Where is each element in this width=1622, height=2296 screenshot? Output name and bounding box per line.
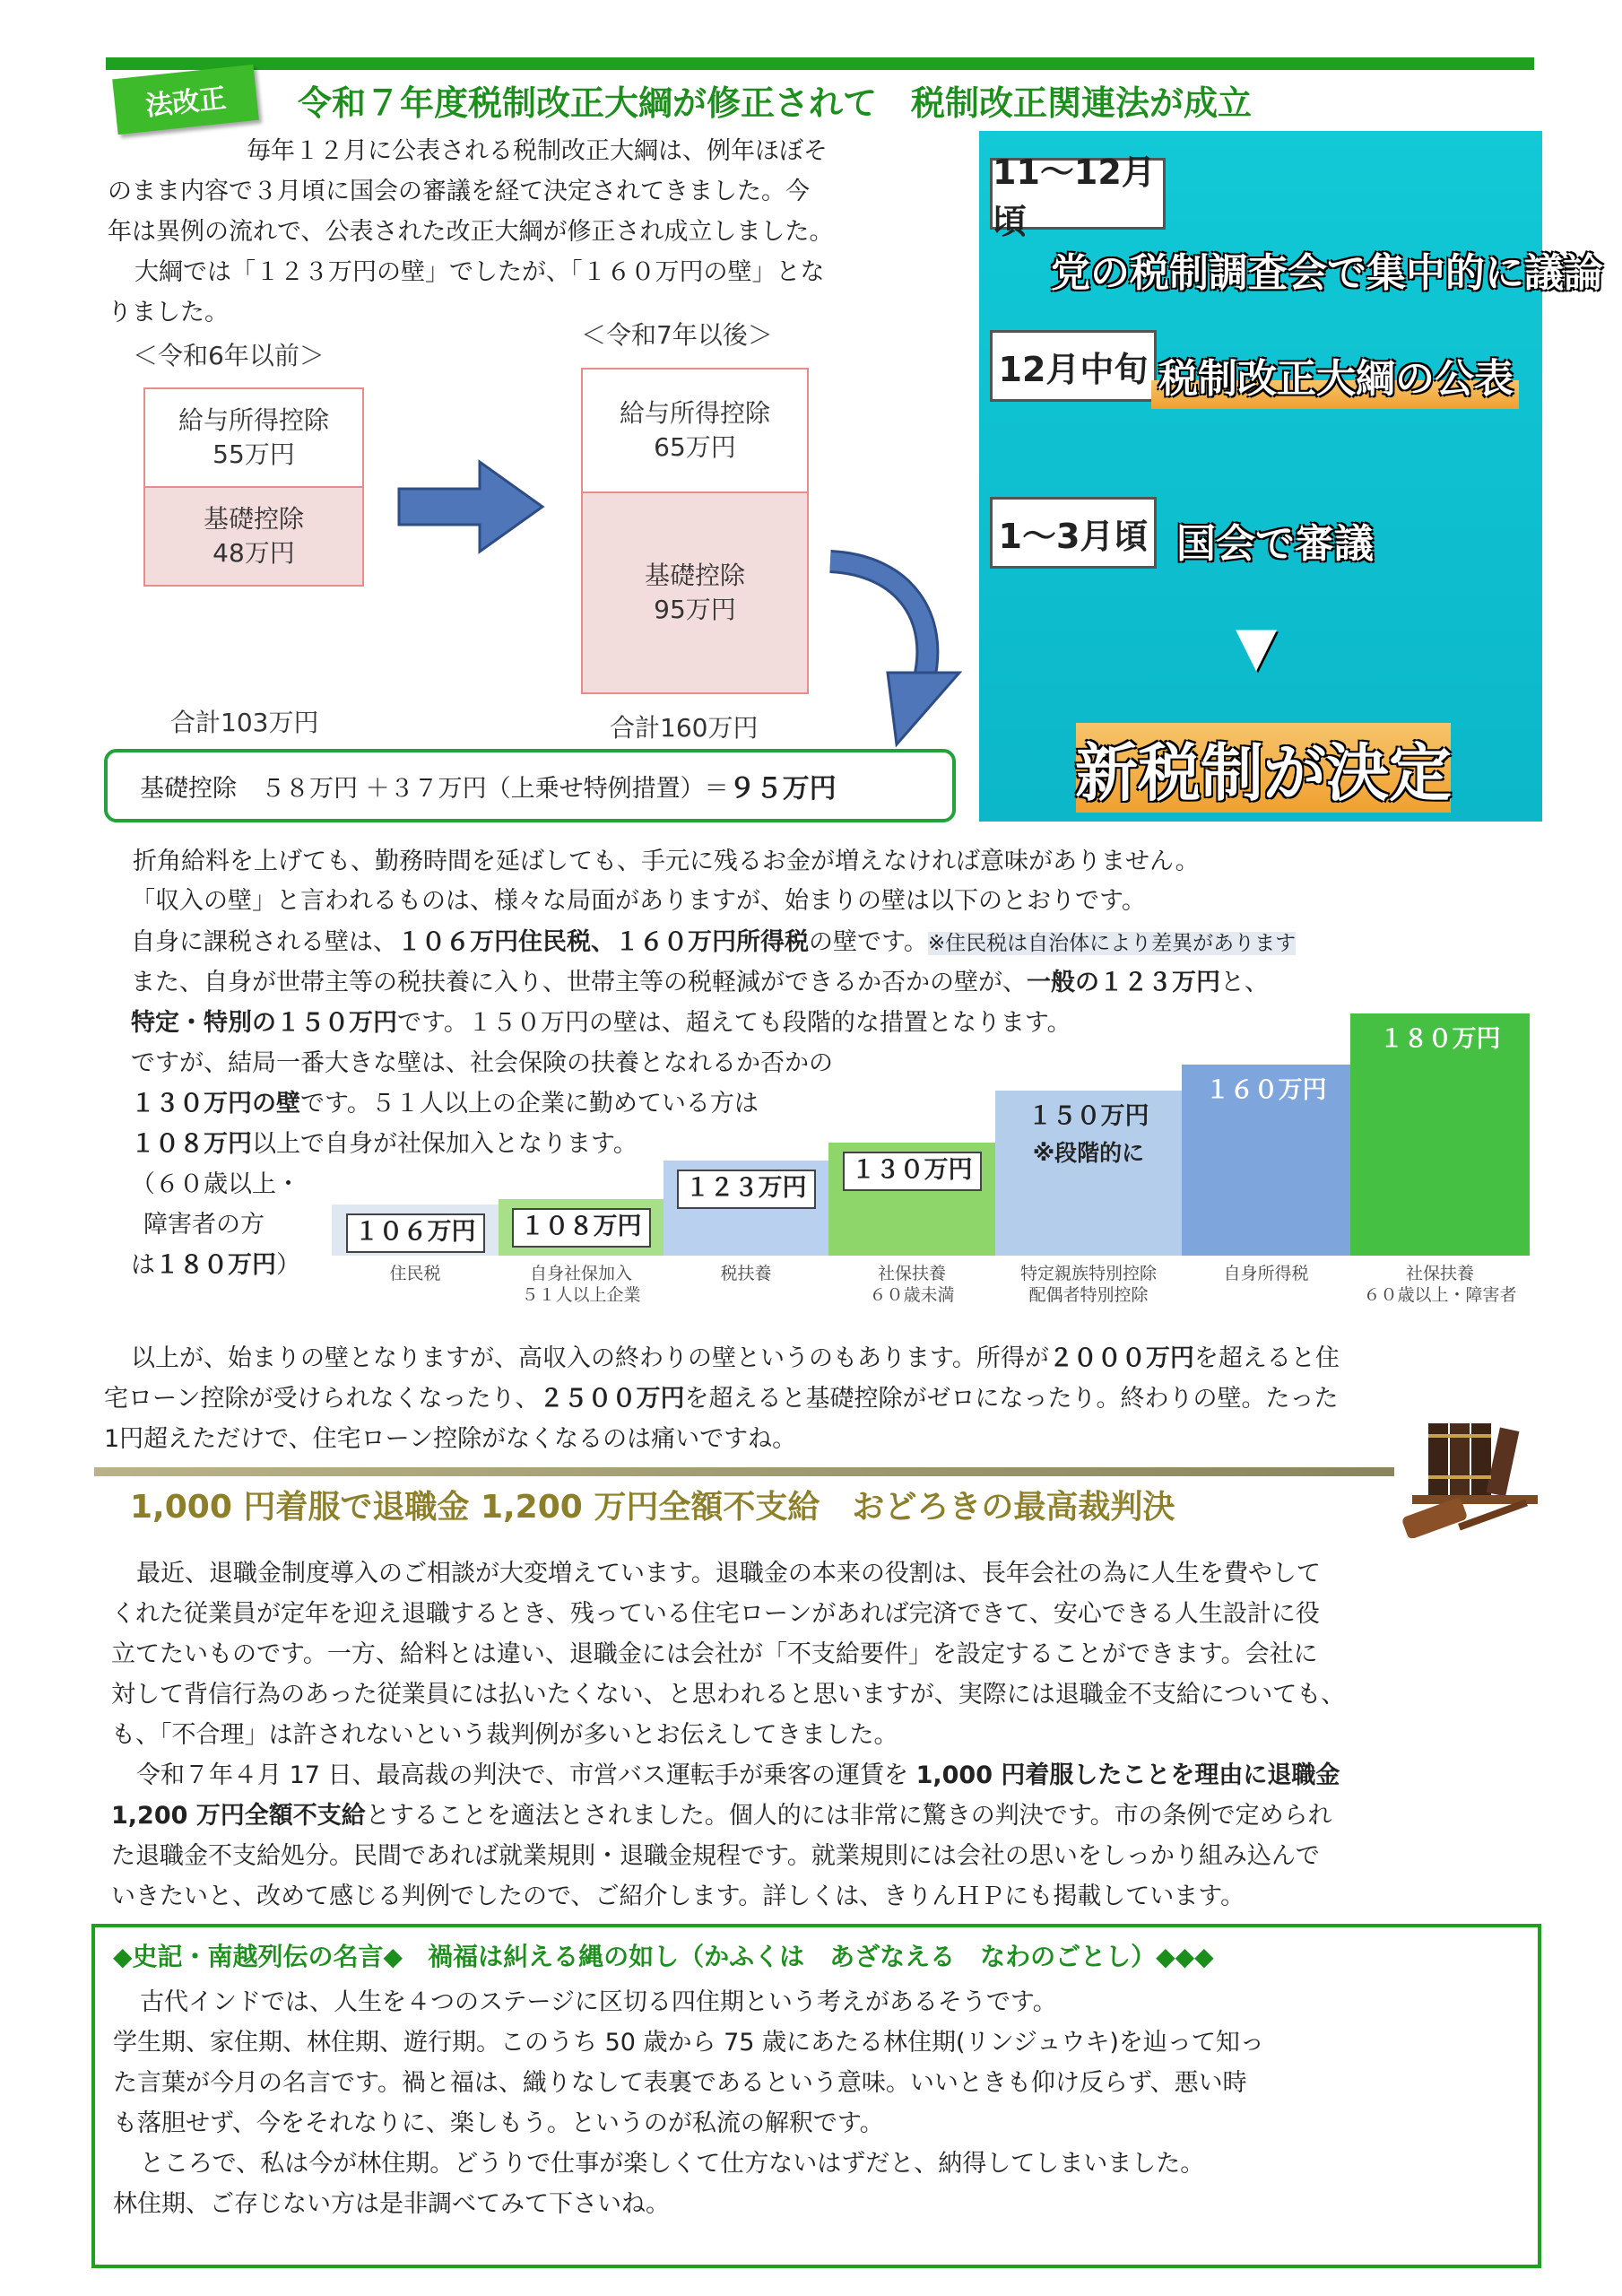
wall-bar-category-line1: 税扶養: [720, 1264, 772, 1283]
walls-p8-bold: １０８万円: [131, 1130, 252, 1158]
step3-label: 1～3月頃: [990, 497, 1157, 569]
quote-l3: た言葉が今月の名言です。禍と福は、織りなして表裏であるという意味。いいときも仰け反らず、悪い時: [113, 2069, 1247, 2097]
walls-p5-b: です。１５０万円の壁は、超えても段階的な措置となります。: [397, 1009, 1071, 1037]
wall-bar-category-label: [995, 1263, 1182, 1306]
section2-rule: [94, 1467, 1394, 1476]
walls-p2: 「収入の壁」と言われるものは、様々な局面がありますが、始まりの壁は以下のとおりです。: [131, 887, 1146, 915]
wall-bar-value-label: １０８万円: [512, 1208, 651, 1248]
section2-l1: 最近、退職金制度導入のご相談が大変増えています。退職金の本来の役割は、長年会社の為に人生を費やして: [136, 1560, 1321, 1587]
after-salary-deduction-box: [581, 368, 809, 493]
wall-bar-category-line2: ６０歳未満: [869, 1285, 955, 1305]
wall-bar-category-line1: 社保扶養: [877, 1264, 946, 1283]
after-basic-deduction-title: 基礎控除: [644, 561, 745, 590]
walls-end-l2-c: を超えると基礎控除がゼロになったり。終わりの壁。たった: [684, 1385, 1339, 1413]
wall-bar-category-line2: 配偶者特別控除: [1028, 1285, 1149, 1305]
down-arrow-icon: ▼: [1236, 615, 1278, 678]
before-label: ＜令和6年以前＞: [133, 341, 325, 370]
wall-bar-value-label: １８０万円: [1379, 1025, 1501, 1053]
section2-l2: くれた従業員が定年を迎え退職するとき、残っている住宅ローンがあれば完済できて、安心できる人生設計に役: [111, 1600, 1320, 1628]
walls-end-l1-c: を超えると住: [1193, 1344, 1340, 1372]
after-basic-deduction-box: [581, 491, 809, 694]
quote-l2: 学生期、家住期、林住期、遊行期。このうち 50 歳から 75 歳にあたる林住期(リンジュウキ)を辿って知っ: [113, 2029, 1264, 2057]
quote-l1: 古代インドでは、人生を４つのステージに区切る四住期という考えがあるそうです。: [140, 1988, 1057, 2016]
walls-p11: [131, 1245, 300, 1285]
quote-l6: 林住期、ご存じない方は是非調べてみて下さいね。: [113, 2190, 670, 2218]
wall-bar: [995, 1091, 1182, 1256]
walls-p6: ですが、結局一番大きな壁は、社会保険の扶養となれるか否かの: [131, 1049, 833, 1077]
walls-p4-c: と、: [1220, 969, 1269, 996]
wall-bar: [499, 1199, 664, 1256]
walls-p7-bold: １３０万円の壁: [131, 1090, 300, 1118]
wall-bar: [664, 1161, 828, 1256]
wall-bar: [332, 1205, 499, 1256]
walls-p8-b: 以上で自身が社保加入となります。: [252, 1130, 638, 1158]
walls-p4-a: また、自身が世帯主等の税扶養に入り、世帯主等の税軽減ができるか否かの壁が、: [131, 969, 1027, 996]
walls-p4: [131, 962, 1269, 1003]
section2-l5: も、「不合理」は許されないという裁判例が多いとお伝えしてきました。: [111, 1721, 898, 1749]
before-salary-deduction-title: 給与所得控除: [178, 405, 329, 435]
section2-l4: 対して背信行為のあった従業員には払いたくない、と思われると思いますが、実際には退職金不支給についても、: [111, 1681, 1346, 1709]
wall-bar-category-line2: ６０歳以上・障害者: [1363, 1285, 1517, 1305]
section2-title: 1,000 円着服で退職金 1,200 万円全額不支給 おどろきの最高裁判決: [130, 1489, 1175, 1526]
walls-p7-b: です。５１人以上の企業に勤めている方は: [300, 1090, 759, 1118]
walls-p5-bold: 特定・特別の１５０万円: [131, 1009, 397, 1037]
curved-arrow-icon: [825, 538, 968, 753]
walls-p4-bold: 一般の１２３万円: [1027, 969, 1220, 996]
after-label: ＜令和7年以後＞: [581, 320, 773, 350]
intro-line-1: 毎年１２月に公表される税制改正大綱は、例年ほぼそ: [247, 137, 828, 165]
section2-l7-bold: 1,200 万円全額不支給: [111, 1802, 366, 1830]
section2-l6-a: 令和７年４月 17 日、最高裁の判決で、市営バス運転手が乗客の運賃を: [136, 1761, 916, 1789]
intro-line-5: りました。: [108, 299, 229, 326]
after-total: 合計160万円: [610, 713, 759, 743]
wall-bar-category-label: [499, 1263, 664, 1306]
intro-line-2: のまま内容で３月頃に国会の審議を経て決定されてきました。今: [108, 178, 810, 205]
intro-line-4: 大綱では「１２３万円の壁」でしたが、「１６０万円の壁」とな: [134, 258, 825, 286]
before-total: 合計103万円: [170, 708, 319, 737]
before-basic-deduction-amount: 48万円: [213, 538, 295, 568]
walls-end-l1-a: 以上が、始まりの壁となりますが、高収入の終わりの壁というのもあります。所得が: [131, 1344, 1049, 1372]
walls-p11-c: ）: [276, 1251, 300, 1279]
section2-l6: [136, 1755, 1340, 1796]
page-title: 令和７年度税制改正大綱が修正されて 税制改正関連法が成立: [298, 83, 1253, 123]
step3-text: 国会で審議: [1176, 521, 1374, 567]
after-salary-deduction-title: 給与所得控除: [619, 398, 770, 428]
result-box: [1076, 723, 1451, 813]
wall-bar-category-line1: 社保扶養: [1405, 1264, 1474, 1283]
wall-bar-category-label: [1182, 1263, 1350, 1284]
walls-p3-a: 自身に課税される壁は、: [131, 928, 397, 956]
section2-l6-bold: 1,000 円着服したことを理由に退職金: [915, 1761, 1340, 1789]
section2-l7-b: とすることを適法とされました。個人的には非常に驚きの判決です。市の条例で定められ: [365, 1802, 1332, 1830]
section2-l9: いきたいと、改めて感じる判例でしたので、ご紹介します。詳しくは、きりんＨＰにも掲載しています。: [111, 1883, 1245, 1910]
after-basic-deduction-amount: 95万円: [654, 595, 736, 624]
tax-reform-timeline-panel: [979, 131, 1603, 822]
step2-label: 12月中旬: [990, 330, 1157, 402]
wall-bar: [1350, 1013, 1530, 1256]
wall-bar-value-label: １６０万円: [1205, 1076, 1327, 1104]
wall-bar-category-line1: 自身所得税: [1223, 1264, 1309, 1283]
walls-end-l2: [104, 1378, 1338, 1419]
step2-text: 税制改正大綱の公表: [1158, 356, 1514, 402]
wall-bar-value-label: １３０万円: [843, 1152, 982, 1191]
section2-l3: 立てたいものです。一方、給料とは違い、退職金には会社が「不支給要件」を設定することができます。会社に: [111, 1640, 1318, 1668]
wall-bar: [828, 1143, 995, 1256]
wall-bar-category-line1: 特定親族特別控除: [1019, 1264, 1157, 1283]
income-wall-chart: [332, 1013, 1551, 1318]
step1-text: 党の税制調査会で集中的に議論: [1051, 250, 1603, 296]
walls-p10: 障害者の方: [143, 1211, 265, 1239]
wall-bar-category-line1: 自身社保加入: [529, 1264, 632, 1283]
before-salary-deduction-box: [143, 387, 364, 488]
wall-bar-extra-label: ※段階的に: [1032, 1140, 1145, 1166]
resident-tax-note: ※住民税は自治体により差異があります: [927, 932, 1297, 955]
walls-p1: 折角給料を上げても、勤務時間を延ばしても、手元に残るお金が増えなければ意味がありません。: [133, 848, 1200, 875]
walls-p3: [131, 922, 1296, 964]
walls-p11-a: は: [131, 1251, 155, 1279]
quote-l4: も落胆せず、今をそれなりに、楽しもう。というのが私流の解釈です。: [113, 2109, 884, 2137]
walls-p11-bold: １８０万円: [155, 1251, 276, 1279]
walls-end-l2-bold: ２５００万円: [539, 1385, 685, 1413]
wall-bar-category-label: [828, 1263, 995, 1306]
quote-title: ◆史記・南越列伝の名言◆ 禍福は糾える縄の如し（かふくは あざなえる なわのごとし）◆◆◆: [113, 1942, 1214, 1971]
wall-bar-category-label: [332, 1263, 499, 1284]
walls-p9: （６０歳以上・: [131, 1170, 300, 1198]
wall-bar-category-line1: 住民税: [389, 1264, 441, 1283]
quote-l5: ところで、私は今が林住期。どうりで仕事が楽しくて仕方ないはずだと、納得してしまいました。: [140, 2150, 1205, 2178]
section2-l7: [111, 1796, 1332, 1836]
walls-end-l3: 1円超えただけで、住宅ローン控除がなくなるのは痛いですね。: [104, 1425, 797, 1453]
formula-result: ９５万円: [728, 773, 837, 804]
wall-bar-value-label: １２３万円: [677, 1170, 816, 1209]
wall-bar-category-line2: ５１人以上企業: [521, 1285, 641, 1305]
gavel-and-books-icon: [1394, 1413, 1547, 1538]
wall-bar: [1182, 1065, 1350, 1256]
walls-end-l1-bold: ２０００万円: [1048, 1344, 1194, 1372]
wall-bar-category-label: [664, 1263, 828, 1284]
right-arrow-icon: [395, 457, 547, 556]
formula-text: 基礎控除 ５８万円 ＋３７万円（上乗せ特例措置）＝: [140, 774, 729, 803]
walls-end-l2-a: 宅ローン控除が受けられなくなったり、: [104, 1385, 540, 1413]
section2-l8: た退職金不支給処分。民間であれば就業規則・退職金規程です。就業規則には会社の思いをしっかり組み込んで: [111, 1842, 1320, 1870]
walls-p3-c: の壁です。: [809, 928, 928, 956]
header-rule: [106, 57, 1534, 70]
step1-label: 11～12月頃: [990, 158, 1166, 230]
wall-bar-value-label: １０６万円: [346, 1213, 485, 1253]
before-salary-deduction-amount: 55万円: [213, 439, 295, 469]
wall-bar-value-label: １５０万円: [1028, 1102, 1149, 1130]
wall-bar-category-label: [1350, 1263, 1530, 1306]
after-salary-deduction-amount: 65万円: [654, 432, 736, 462]
walls-p3-bold: １０６万円住民税、１６０万円所得税: [397, 928, 809, 956]
law-change-badge: 法改正: [112, 65, 259, 135]
before-basic-deduction-title: 基礎控除: [203, 504, 304, 534]
walls-end-l1: [131, 1338, 1340, 1378]
basic-deduction-formula: [104, 749, 956, 822]
intro-line-3: 年は異例の流れで、公表された改正大綱が修正され成立しました。: [108, 218, 834, 246]
before-basic-deduction-box: [143, 486, 364, 587]
result-text: 新税制が決定: [1075, 735, 1452, 810]
